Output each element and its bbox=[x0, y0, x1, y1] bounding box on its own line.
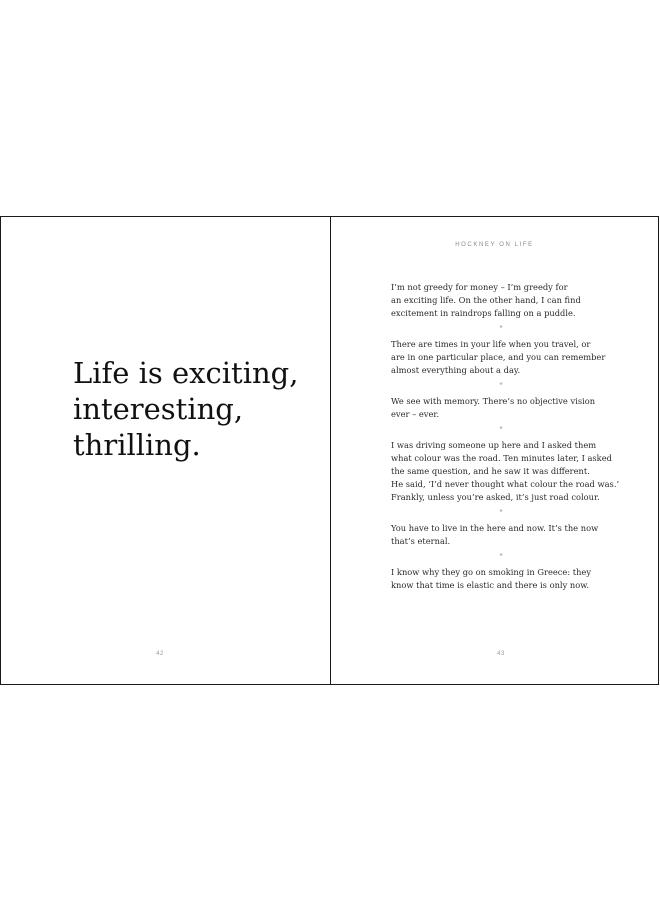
asterisk-separator: * bbox=[499, 552, 503, 561]
featured-quote-line: Life is exciting, bbox=[73, 356, 299, 390]
right-page-number: 43 bbox=[497, 651, 505, 657]
right-page bbox=[331, 217, 658, 684]
quote-line: an exciting life. On the other hand, I can find bbox=[391, 295, 581, 305]
quote-line: know that time is elastic and there is only now. bbox=[391, 580, 589, 590]
featured-quote-line: thrilling. bbox=[73, 428, 201, 462]
quote-line: ever – ever. bbox=[391, 409, 440, 419]
asterisk-separator: * bbox=[499, 381, 503, 390]
quote-entry bbox=[391, 522, 636, 548]
left-page-number: 42 bbox=[156, 651, 164, 657]
quote-line: We see with memory. There’s no objective vision bbox=[391, 396, 596, 406]
quote-line: what colour was the road. Ten minutes later, I asked bbox=[391, 453, 612, 463]
quote-line: He said, ‘I’d never thought what colour the road was.’ bbox=[391, 479, 620, 489]
featured-quote-line: interesting, bbox=[73, 392, 244, 426]
quote-line: the same question, and he saw it was different. bbox=[391, 466, 590, 476]
quote-line: Frankly, unless you’re asked, it’s just road colour. bbox=[391, 492, 600, 502]
book-spread bbox=[0, 216, 659, 685]
quote-list bbox=[391, 281, 636, 592]
quote-line: There are times in your life when you travel, or bbox=[391, 339, 591, 349]
asterisk-separator: * bbox=[499, 508, 503, 517]
asterisk-separator: * bbox=[499, 425, 503, 434]
quote-line: I know why they go on smoking in Greece: they bbox=[391, 567, 592, 577]
quote-entry bbox=[391, 395, 636, 421]
featured-quote bbox=[73, 355, 313, 463]
quote-line: are in one particular place, and you can remember bbox=[391, 352, 606, 362]
quote-entry bbox=[391, 439, 636, 504]
quote-entry bbox=[391, 566, 636, 592]
left-page bbox=[1, 217, 330, 684]
quote-line: almost everything about a day. bbox=[391, 365, 521, 375]
quote-line: I was driving someone up here and I asked them bbox=[391, 440, 597, 450]
quote-line: You have to live in the here and now. It’s the now bbox=[391, 523, 599, 533]
running-head: HOCKNEY ON LIFE bbox=[455, 242, 534, 248]
quote-entry bbox=[391, 281, 636, 320]
quote-line: excitement in raindrops falling on a puddle. bbox=[391, 308, 576, 318]
quote-line: I’m not greedy for money – I’m greedy for bbox=[391, 282, 568, 292]
asterisk-separator: * bbox=[499, 324, 503, 333]
quote-line: that’s eternal. bbox=[391, 536, 451, 546]
quote-entry bbox=[391, 338, 636, 377]
